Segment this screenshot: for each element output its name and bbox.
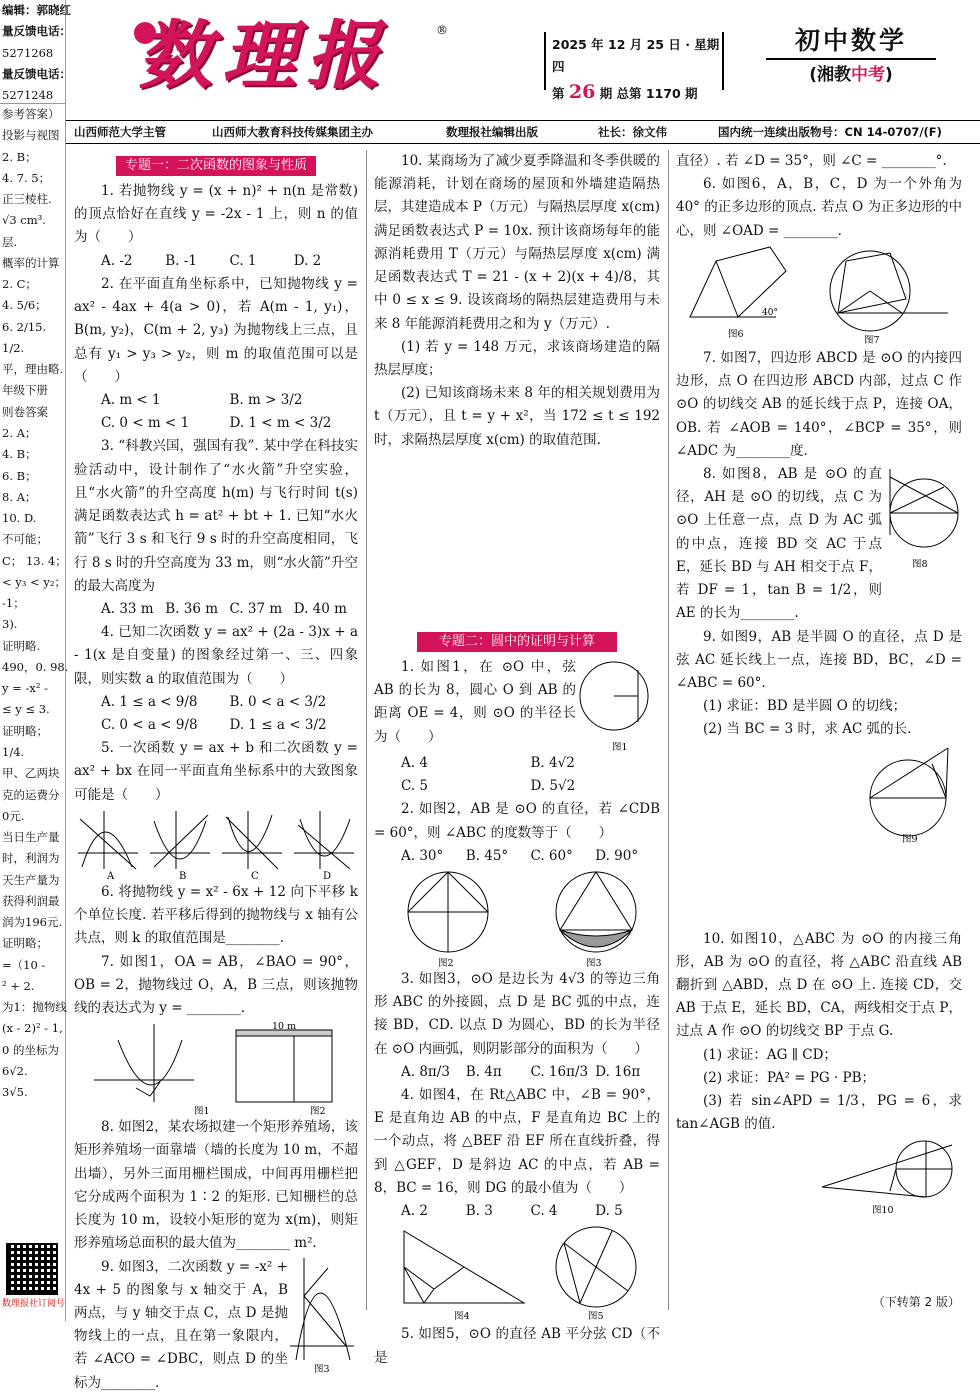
question-6: 6. 将抛物线 y = x² - 6x + 12 向下平移 k 个单位长度. 若平移后得到的抛物线与 x 轴有公共点，则 k 的取值范围是________. (74, 883, 358, 947)
circle-question-1: 1. 如图1，在 ⊙O 中，弦 AB 的长为 8，圆心 O 到 AB 的距离 OE = 4，则 ⊙O 的半径长为（ ） (374, 658, 576, 745)
circle-fig1-caption: 图1 (612, 741, 628, 753)
answer-line: 概率的计算 (2, 255, 60, 270)
option[interactable]: C. 1 (229, 252, 257, 269)
circle-question-9-part-1: (1) 求证：BD 是半圆 O 的切线； (703, 698, 907, 715)
question-8: 8. 如图2，某农场拟建一个矩形养殖场，该矩形养殖场一面靠墙（墙的长度为 10 m，不超出墙），另外三面用栅栏围成，中间再用栅栏把它分成两个面积为 1∶2 的矩形. 已知栅栏的总长度为 10 m，设较小矩形的宽为 x(m)，则矩形养殖场总面积的最大值为________ m². (74, 1119, 358, 1252)
answer-line: 年级下册 (2, 383, 48, 398)
editor-line: 编辑：郭晓红 (2, 3, 71, 17)
editor-info (0, 0, 71, 104)
option[interactable]: D. 1 ≤ a < 3/2 (229, 717, 327, 734)
circle-figures-6-7 (676, 243, 962, 347)
option[interactable]: B. 4√2 (530, 754, 575, 771)
circle-figure-8 (882, 463, 962, 626)
circle-figure-9 (676, 742, 962, 845)
options-1 (74, 250, 358, 273)
options-2 (74, 389, 358, 412)
option[interactable]: D. 16π (595, 1063, 641, 1080)
circle-q1-block (374, 656, 576, 752)
answer-line: 平，理由略. (2, 362, 64, 377)
fig8-caption: 图8 (912, 558, 928, 570)
question-9: 9. 如图3，二次函数 y = -x² + 4x + 5 的图象与 x 轴交于 A，B 两点，与 y 轴交于点 C，点 D 是抛物线上的一点，且在第一象限内，若 ∠ACO = ∠DBC，则点 D 的坐标为________. (74, 1258, 288, 1391)
circle-question-4: 4. 如图4，在 Rt△ABC 中，∠B = 90°，E 是直角边 AB 的中点，F 是直角边 BC 上的一个动点，将 △BEF 沿 EF 所在直线折叠，得到 △GEF，D 是斜边 AC 的中点，若 AB = 8，BC = 16，则 DG 的最小值为（ ） (374, 1087, 660, 1196)
issue-box (544, 32, 724, 103)
answer-line: √3 cm³. (2, 213, 46, 228)
answer-line: 490，0. 98. (2, 659, 69, 674)
circle-options-1b (374, 775, 660, 798)
option[interactable]: C. 0 < m < 1 (101, 415, 190, 432)
graph-b (150, 811, 210, 869)
option[interactable]: A. 33 m (101, 600, 154, 617)
options-3 (74, 598, 358, 621)
answer-line: 8. A； (2, 489, 37, 504)
answer-line: 6√2. (2, 1063, 28, 1078)
answer-line: (x - 2)² - 1, (2, 1021, 63, 1036)
answer-line: 投影与视图 (2, 128, 60, 143)
option[interactable]: D. 90° (595, 847, 639, 864)
circle-question-9-part-2: (2) 当 BC = 3 时，求 AC 弧的长. (703, 721, 912, 738)
graph-d (294, 811, 354, 869)
column-2 (374, 150, 660, 1366)
masthead (78, 0, 978, 108)
circle-figure-10 (676, 1137, 962, 1217)
option[interactable]: B. 3 (465, 1203, 493, 1220)
option[interactable]: A. 2 (401, 1203, 428, 1220)
answer-line: 润为196元. (2, 915, 63, 930)
circle-question-3: 3. 如图3，⊙O 是边长为 4√3 的等边三角形 ABC 的外接圆，点 D 是 BC 弧的中点，连接 BD，CD. 以点 D 为圆心，BD 的长为半径在 ⊙O 内画弧，则阴影部分的面积为（ ） (374, 970, 660, 1057)
column-1 (74, 150, 358, 1391)
option[interactable]: C. 37 m (229, 600, 283, 617)
answer-line: y = -x² - (2, 681, 48, 696)
circle-question-10: 10. 如图10，△ABC 为 ⊙O 的内接三角形，AB 为 ⊙O 的直径，将 △ABC 沿直线 AB 翻折到 △ABD，点 D 在 ⊙O 上. 连接 CD，交 AB 于点 E，延长 BD，CA，两线相交于点 P，过点 A 作 ⊙O 的切线交 BP 于点 G. (676, 930, 962, 1040)
fig3-caption: 图3 (314, 1363, 330, 1375)
question-9-row (74, 1256, 358, 1395)
question-10-part-1: (1) 若 y = 148 万元，求该商场建造的隔热层厚度； (374, 338, 660, 378)
question-1: 1. 若抛物线 y = (x + n)² + n(n 是常数) 的顶点恰好在直线 y = -2x - 1 上，则 n 的值为（ ） (74, 183, 358, 246)
answer-line: 时，利润为 (2, 851, 60, 866)
answer-line: 证明略； (2, 723, 48, 738)
registered-mark: ® (436, 23, 448, 37)
circle-question-10-part-1: (1) 求证：AG ∥ CD； (703, 1046, 837, 1063)
publisher-bar (66, 120, 980, 144)
options-4 (74, 691, 358, 714)
options-2b (74, 412, 358, 435)
circle-q1-row (374, 656, 660, 752)
qr-code[interactable] (6, 1243, 58, 1295)
answer-line: 当日生产量 (2, 830, 60, 845)
circle-options-3 (374, 1061, 660, 1084)
graph-c (222, 811, 282, 869)
feedback-phone: 5271248 (2, 88, 54, 103)
circle-fig3-caption: 图3 (586, 957, 602, 969)
column-divider (668, 150, 669, 1310)
option[interactable]: C. 16π/3 (530, 1063, 589, 1080)
feedback-line: 量反馈电话： (2, 66, 71, 81)
circle-question-2: 2. 如图2，AB 是 ⊙O 的直径，若 ∠CDB = 60°，则 ∠ABC 的度数等于（ ） (374, 801, 660, 841)
blank-answer-space[interactable] (676, 842, 962, 928)
issue-date: 2025 年 12 月 25 日 · 星期四 (552, 37, 720, 74)
question-5: 5. 一次函数 y = ax + b 和二次函数 y = ax² + bx 在同一平面直角坐标系中的大致图象可能是（ ） (74, 740, 358, 803)
option[interactable]: A. 8π/3 (401, 1063, 450, 1080)
circle-question-8: 8. 如图8，AB 是 ⊙O 的直径，AH 是 ⊙O 的切线，点 C 为 ⊙O 上任意一点，点 D 为 AC 弧的中点，连接 BD 交 AC 于点 E，延长 BD 与 AH 相交于点 F，若 DF = 1，tan B = 1/2，则 AE 的长为________. (676, 465, 882, 622)
circle-fig5-caption: 图5 (588, 1311, 604, 1323)
figure-3 (288, 1256, 358, 1395)
answer-line: 2. A； (2, 425, 37, 440)
fig6-caption: 图6 (728, 328, 744, 340)
answer-line: 天生产量为 (2, 872, 60, 887)
option[interactable]: D. 40 m (293, 600, 347, 617)
answer-line: 0 的坐标为 (2, 1042, 59, 1057)
answer-line: 正三棱柱. (2, 192, 52, 207)
issue-total: 期 总第 1170 期 (599, 86, 698, 101)
qr-caption: 数理报社订阅号 (2, 1299, 66, 1310)
circle-fig4-caption: 图4 (454, 1311, 470, 1323)
feedback-line: 量反馈电话： (2, 24, 71, 39)
edition-sub-a: (湘教 (809, 65, 851, 85)
fig9-caption: 图9 (902, 833, 918, 845)
circle-question-6: 6. 如图6，A，B，C，D 为一个外角为 40° 的正多边形的顶点. 若点 O 为正多边形的中心，则 ∠OAD = ________. (676, 176, 962, 239)
option[interactable]: A. 4 (401, 754, 428, 771)
answer-line: 证明略. (2, 638, 41, 653)
circle-question-5-cont: 直径）. 若 ∠D = 35°，则 ∠C = ________°. (676, 153, 947, 169)
option[interactable]: D. 5√2 (530, 778, 576, 795)
option[interactable]: A. -2 (101, 252, 133, 269)
answer-line: 2. C； (2, 277, 37, 292)
issue-prefix: 第 (552, 86, 565, 101)
fig1-caption: 图1 (194, 1106, 210, 1118)
answer-line: 1/2. (2, 340, 25, 355)
serial-number: 国内统一连续出版物号：CN 14-0707/(F) (718, 125, 942, 139)
circle-fig2-caption: 图2 (438, 957, 454, 969)
answer-line: -1； (2, 596, 25, 611)
supervisor: 山西师范大学主管 (74, 125, 166, 139)
circle-question-10-part-2: (2) 求证：PA² = PG · PB； (703, 1069, 876, 1086)
topic-banner: 专题二：圆中的证明与计算 (417, 632, 617, 652)
option[interactable]: D. 5 (595, 1203, 623, 1220)
circle-question-7: 7. 如图7，四边形 ABCD 是 ⊙O 的内接四边形，点 O 在四边形 ABCD 内部，过点 C 作 ⊙O 的切线交 AB 的延长线于点 P，连接 OA，OB. 若 ∠AOB = 140°，∠BCP = 35°，则 ∠ADC 为________度. (676, 349, 962, 459)
question-10-part-2: (2) 已知该商场未来 8 年的相关规划费用为 t（万元），且 t = y + x²，当 172 ≤ t ≤ 192 时，求隔热层厚度 x(cm) 的取值范围. (374, 385, 660, 448)
answer-line: 4. 7. 5； (2, 170, 51, 185)
answer-line: 10. D. (2, 511, 37, 526)
answer-line: 2. B； (2, 149, 37, 164)
answer-line: 0元. (2, 808, 25, 823)
issue-number (552, 78, 722, 108)
circle-question-9: 9. 如图9，AB 是半圆 O 的直径，点 D 是弦 AC 延长线上一点，连接 BD，BC，∠D = ∠ABC = 60°. (676, 628, 962, 691)
sponsor: 山西师大教育科技传媒集团主办 (212, 125, 373, 139)
column-3 (676, 150, 962, 1320)
answer-line: 3). (2, 617, 18, 632)
edition-name: 初中数学 (766, 24, 936, 60)
edition-sub-b: 中考 (851, 65, 885, 85)
question-2: 2. 在平面直角坐标系中，已知抛物线 y = ax² - 4ax + 4(a > 0)，若 A(m - 1, y₁)，B(m, y₂)，C(m + 2, y₃) 为抛物线上三点，且总有 y₁ > y₃ > y₂，则 m 的取值范围可以是（ ） (74, 275, 358, 385)
option[interactable]: A. 30° (401, 847, 444, 864)
graph-label-d: D (323, 870, 332, 882)
option[interactable]: C. 0 < a < 9/8 (101, 717, 198, 734)
edition-sub (766, 60, 936, 90)
option[interactable]: C. 4 (530, 1203, 558, 1220)
option[interactable]: B. 36 m (165, 600, 219, 617)
answer-line: 1/4. (2, 744, 25, 759)
circle-options-4 (374, 1200, 660, 1223)
figure-1-and-2 (74, 1020, 358, 1116)
fig2-caption: 图2 (310, 1106, 326, 1118)
answer-line: ² + 2. (2, 978, 35, 993)
circle-question-5: 5. 如图5，⊙O 的直径 AB 平分弦 CD（不是 (374, 1326, 660, 1366)
answer-line: 不可能； (2, 532, 48, 547)
fig7-caption: 图7 (864, 334, 880, 346)
answer-line: ≤ y ≤ 3. (2, 702, 50, 717)
continued-note: （下转第 2 版） (872, 1295, 960, 1310)
option[interactable]: A. 1 ≤ a < 9/8 (101, 693, 198, 710)
answer-line: 6. 2/15. (2, 319, 47, 334)
graph-label-c: C (251, 870, 259, 882)
answer-line: C； 13. 4； (2, 553, 67, 568)
graph-label-b: B (179, 870, 187, 882)
issue-no: 26 (568, 81, 596, 103)
answer-line: < y₃ < y₂； (2, 574, 66, 589)
answer-line: 克的运费分 (2, 787, 60, 802)
circle-figures-2-3 (374, 868, 660, 968)
question-7: 7. 如图1，OA = AB，∠BAO = 90°，OB = 2，抛物线过 O，A，B 三点，则该抛物线的表达式为 y = ________. (74, 953, 358, 1016)
newspaper-logo: 数理报 (138, 13, 390, 99)
option[interactable]: D. 1 < m < 3/2 (229, 415, 332, 432)
option[interactable]: A. m < 1 (101, 391, 161, 408)
circle-q8-row (676, 463, 962, 626)
answer-line: 6. B； (2, 468, 37, 483)
fig10-caption: 图10 (872, 1204, 894, 1216)
option[interactable]: D. 2 (293, 252, 322, 269)
answer-line: =（10 - (2, 957, 46, 972)
answer-line: 获得利润最 (2, 893, 60, 908)
circle-options-1 (374, 752, 660, 775)
answer-line: 证明略； (2, 936, 48, 951)
options-4b (74, 714, 358, 737)
circle-question-10-part-3: (3) 若 sin∠APD = 1/3，PG = 6，求 tan∠AGB 的值. (676, 1093, 962, 1133)
circle-options-2 (374, 845, 660, 868)
left-answer-strip (0, 0, 71, 1321)
option[interactable]: C. 5 (401, 778, 429, 795)
edition-sub-c: ) (885, 65, 893, 85)
answer-line: 为1：抛物线 (2, 1000, 67, 1015)
edition-title (766, 24, 936, 90)
graph-label-a: A (107, 870, 115, 882)
feedback-phone: 5271268 (2, 45, 54, 60)
circle-figure-1 (576, 656, 660, 752)
question-10: 10. 某商场为了减少夏季降温和冬季供暖的能源消耗，计划在商场的屋顶和外墙建造隔热层，其建造成本 P（万元）与隔热层厚度 x(cm) 满足函数表达式 P = 10x. 预计该商场每年的能源消耗费用 T（万元）与隔热层厚度 x(cm) 满足函数表达式 T = 21 - (x + 2)(x + 4)/8，其中 0 ≤ x ≤ 9. 设该商场的隔热层建造费用与未来 8 年能源消耗费用之和为 y（万元）. (374, 153, 660, 332)
answer-line: 甲、乙两块 (2, 766, 60, 781)
column-divider (366, 150, 367, 1310)
fig6-angle: 40° (762, 307, 778, 318)
q5-graphs (74, 807, 358, 881)
graph-a (78, 811, 138, 869)
blank-answer-space[interactable] (374, 452, 660, 626)
option[interactable]: C. 60° (530, 847, 573, 864)
president: 社长：徐文伟 (598, 125, 667, 139)
option[interactable]: B. 45° (465, 847, 509, 864)
option[interactable]: B. 0 < a < 3/2 (229, 693, 327, 710)
question-4: 4. 已知二次函数 y = ax² + (2a - 3)x + a - 1(x 是自变量) 的图象经过第一、三、四象限，则实数 a 的取值范围为（ ） (74, 624, 358, 687)
answer-line: 4. 5/6； (2, 298, 47, 313)
answer-list (0, 104, 69, 1103)
option[interactable]: B. -1 (165, 252, 197, 269)
circle-figures-4-5 (374, 1223, 660, 1323)
answer-line: 参考答案） (2, 107, 60, 121)
option[interactable]: B. 4π (465, 1063, 502, 1080)
option[interactable]: B. m > 3/2 (229, 391, 303, 408)
topic-banner: 专题一：二次函数的图象与性质 (116, 156, 316, 176)
answer-line: 则卷答案 (2, 404, 48, 419)
fig2-length: 10 m (272, 1021, 297, 1033)
publisher: 数理报社编辑出版 (446, 125, 538, 139)
answer-line: 4. B； (2, 447, 37, 462)
answer-line: 3√5. (2, 1085, 28, 1100)
question-3: 3. “科教兴国，强国有我”. 某中学在科技实验活动中，设计制作了“水火箭”升空实验，且“水火箭”的升空高度 h(m) 与飞行时间 t(s) 满足函数表达式 h = at² + bt + 1. 已知“水火箭”飞行 3 s 和飞行 9 s 时的升空高度相同，飞行 8 s 时的升空高度为 33 m，则“水火箭”升空的最大高度为 (74, 438, 358, 594)
answer-line: 层. (2, 234, 18, 249)
